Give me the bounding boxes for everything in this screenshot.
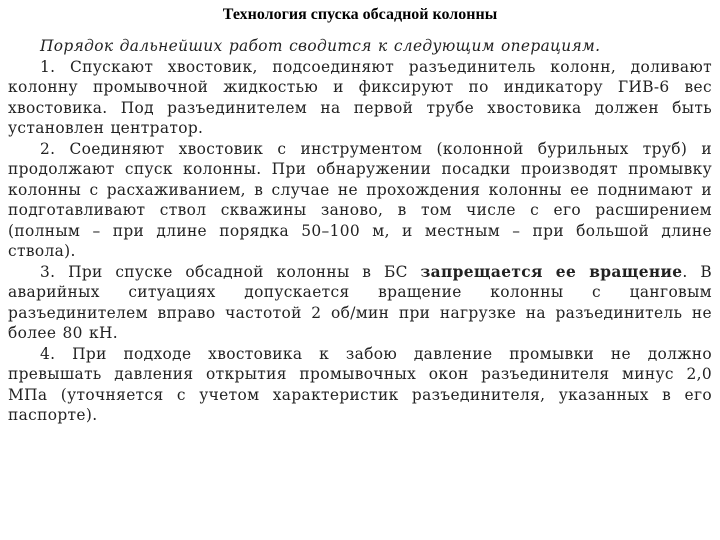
step-1-paragraph: 1. Спускают хвостовик, подсоединяют разъединитель колонн, доливают колонну промывочной жидкостью и фиксируют по индикатору ГИВ-6 вес хвостовика. Под разъединителем на первой трубе хвостовика должен быть установлен центратор.	[8, 57, 712, 137]
step-2-paragraph: 2. Соединяют хвостовик с инструментом (колонной бурильных труб) и продолжают спуск колонны. При обнаружении посадки производят промывку колонны с расхаживанием, в случае не прохождения колонны ее поднимают и подготавливают ствол скважины заново, в том числе с его расширением (полным – при длине порядка 50–100 м, и местным – при большой длине ствола).	[8, 139, 712, 260]
intro-paragraph: Порядок дальнейших работ сводится к следующим операциям.	[40, 37, 601, 55]
step-3-paragraph	[8, 262, 712, 344]
step-3-text-before: 3. При спуске обсадной колонны в БС	[40, 262, 421, 281]
step-4-paragraph: 4. При подходе хвостовика к забою давление промывки не должно превышать давления открытия промывочных окон разъединителя минус 2,0 МПа (уточняется с учетом характеристик разъединителя, указанных в его паспорте).	[8, 344, 712, 424]
step-3-text-after: . В аварийных ситуациях допускается вращение колонны с цанговым разъединителем вправо частотой 2 об/мин при нагрузке на разъединитель не более 80 кН.	[8, 262, 712, 342]
document-scan	[8, 36, 712, 426]
step-3-emphasis: запрещается ее вращение	[420, 262, 683, 281]
page-title: Технология спуска обсадной колонны	[222, 6, 498, 23]
